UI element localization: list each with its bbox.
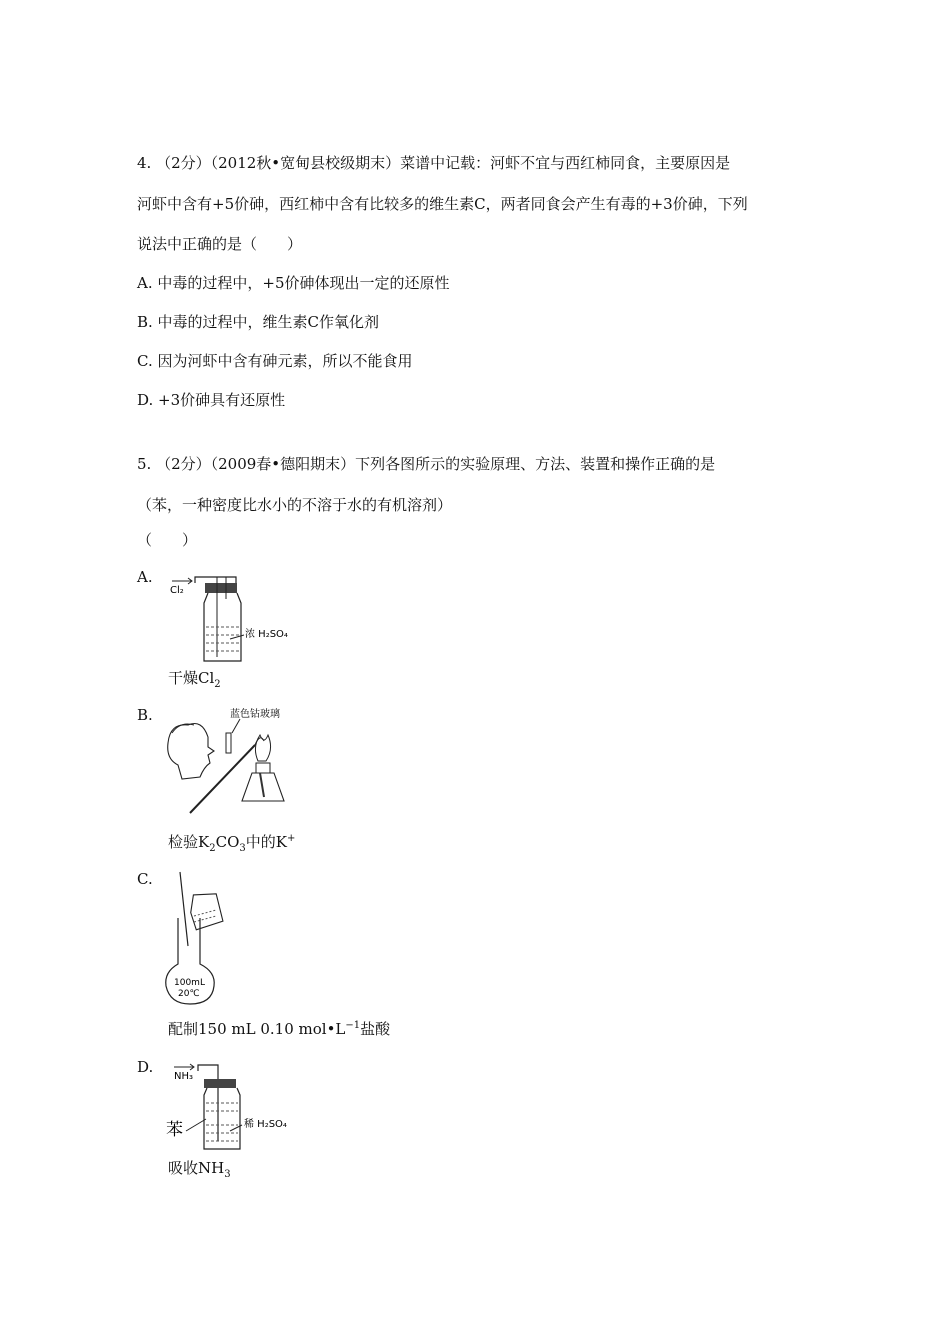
ammonia-absorption-figure: [160, 1055, 310, 1155]
q5-option-c-letter: C.: [137, 870, 153, 888]
q5-option-c-caption: 配制150 mL 0.10 $mol•L^{-1}$盐酸: [168, 1020, 391, 1038]
q5-stem-line-2: （苯，一种密度比水小的不溶于水的有机溶剂）: [137, 496, 453, 514]
q4-option-b: B. 中毒的过程中，维生素C作氧化剂: [137, 313, 380, 331]
q4-stem-line-1: 4. （2分）（2012秋•宽甸县校级期末）菜谱中记载：河虾不宜与西红柿同食，主要原因是: [137, 154, 731, 172]
fig-b-glass-label: 蓝色钴玻璃: [230, 709, 280, 720]
q5-stem-line-1: 5. （2分）（2009春•德阳期末）下列各图所示的实验原理、方法、装置和操作正确的是: [137, 455, 716, 473]
fig-c-flask-temp: 20℃: [178, 989, 200, 999]
q5-option-a-letter: A.: [137, 568, 153, 586]
q4-option-c: C. 因为河虾中含有砷元素，所以不能食用: [137, 352, 413, 370]
fig-d-acid-label: 稀 H₂SO₄: [244, 1119, 287, 1130]
q5-option-b-letter: B.: [137, 706, 153, 724]
q5-stem-line-3: （ ）: [137, 531, 198, 549]
q5-option-b-caption: 检验$K_2CO_3$中的K+: [168, 833, 296, 854]
fig-a-gas-label: Cl₂: [170, 585, 184, 596]
flame-test-figure: [160, 703, 320, 823]
q5-option-d-caption: 吸收$NH_3$: [168, 1159, 231, 1180]
volumetric-flask-figure: [160, 868, 270, 1008]
q4-stem-line-3: 说法中正确的是（ ）: [137, 235, 303, 253]
q4-stem-line-2: 河虾中含有+5价砷，西红柿中含有比较多的维生素C，两者同食会产生有毒的+3价砷，下列: [137, 195, 748, 213]
q4-option-a: A. 中毒的过程中，+5价砷体现出一定的还原性: [137, 274, 450, 292]
fig-a-acid-label: 浓 H₂SO₄: [245, 629, 288, 640]
q4-option-d: D. +3价砷具有还原性: [137, 391, 286, 409]
q5-option-d-letter: D.: [137, 1058, 154, 1076]
fig-c-flask-volume: 100mL: [174, 978, 205, 988]
fig-d-benzene-label: 苯: [166, 1120, 183, 1140]
gas-washing-bottle-figure: [160, 565, 310, 665]
q5-option-a-caption: 干燥$Cl_2$: [168, 669, 221, 690]
fig-d-gas-label: NH₃: [174, 1071, 194, 1082]
